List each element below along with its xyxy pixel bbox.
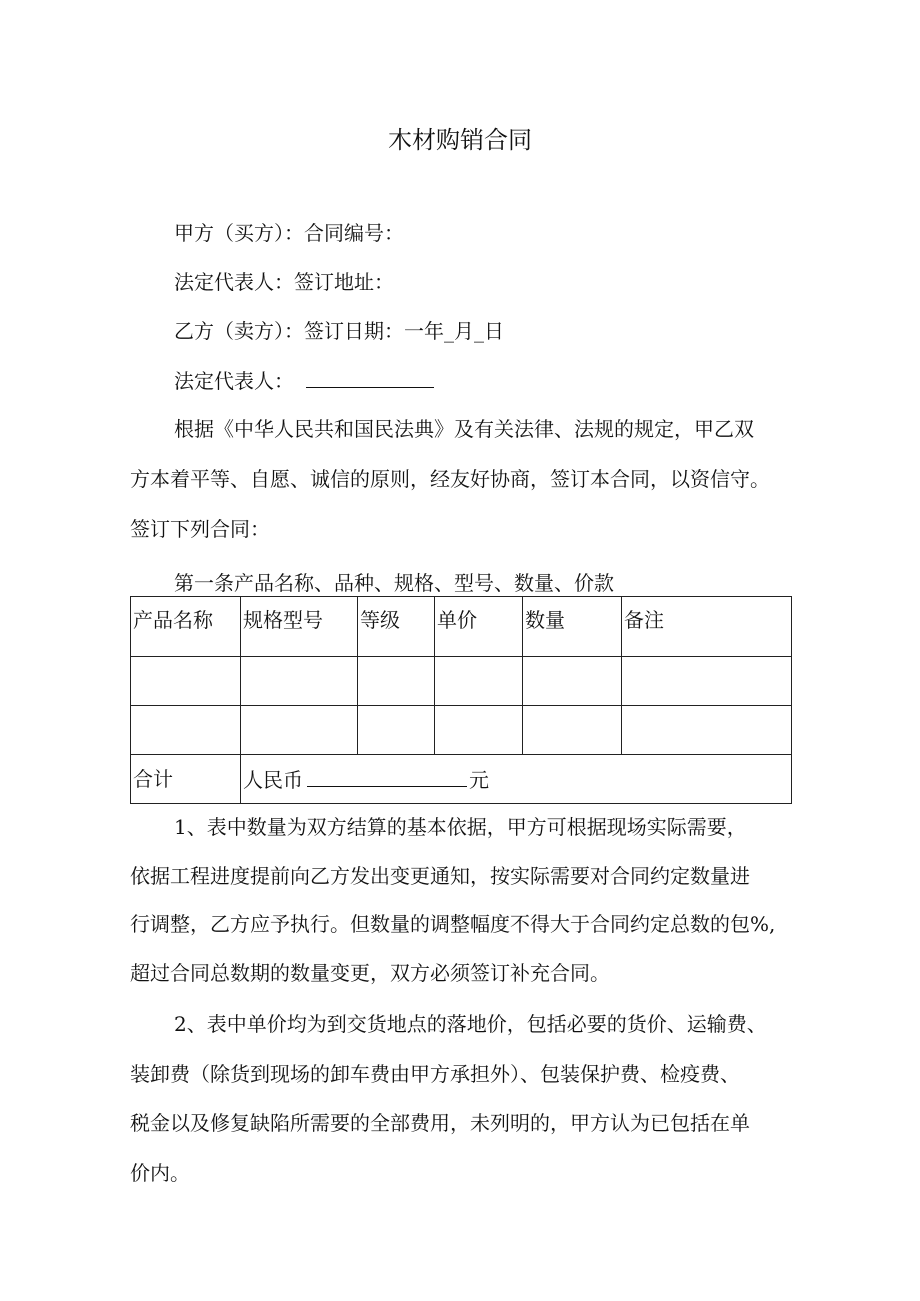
table-cell[interactable] bbox=[435, 706, 523, 755]
header-grade: 等级 bbox=[358, 597, 435, 657]
table-cell[interactable] bbox=[241, 657, 358, 706]
legal-rep-b-line bbox=[174, 367, 434, 394]
party-b-line: 乙方（卖方）：签订日期：一年_月_日 bbox=[174, 319, 504, 343]
header-unit-price: 单价 bbox=[435, 597, 523, 657]
clause-2-line-2: 装卸费（除货到现场的卸车费由甲方承担外）、包装保护费、检疫费、 bbox=[130, 1062, 740, 1086]
table-cell[interactable] bbox=[435, 657, 523, 706]
table-cell[interactable] bbox=[622, 706, 792, 755]
table-header-row bbox=[131, 597, 792, 657]
clause-2-line-3: 税金以及修复缺陷所需要的全部费用，未列明的，甲方认为已包括在单 bbox=[130, 1111, 750, 1135]
document-title: 木材购销合同 bbox=[388, 126, 532, 154]
clause-2-line-4: 价内。 bbox=[130, 1161, 190, 1185]
preamble-line-2: 方本着平等、自愿、诚信的原则，经友好协商，签订本合同，以资信守。 bbox=[130, 467, 770, 491]
party-a-line: 甲方（买方）：合同编号： bbox=[174, 221, 404, 245]
header-product-name: 产品名称 bbox=[131, 597, 241, 657]
clause-1-line-1: 1、表中数量为双方结算的基本依据，甲方可根据现场实际需要， bbox=[174, 815, 747, 839]
total-prefix: 人民币 bbox=[243, 768, 303, 792]
table-cell[interactable] bbox=[131, 706, 241, 755]
table-cell[interactable] bbox=[241, 706, 358, 755]
table-cell[interactable] bbox=[358, 706, 435, 755]
total-label: 合计 bbox=[131, 755, 241, 804]
table-row bbox=[131, 657, 792, 706]
table-cell[interactable] bbox=[622, 657, 792, 706]
total-suffix: 元 bbox=[469, 768, 489, 792]
clause-2-line-1: 2、表中单价均为到交货地点的落地价，包括必要的货价、运输费、 bbox=[174, 1012, 767, 1036]
preamble-line-1: 根据《中华人民共和国民法典》及有关法律、法规的规定，甲乙双 bbox=[174, 417, 754, 441]
legal-rep-b-label: 法定代表人： bbox=[174, 369, 294, 393]
table-total-row bbox=[131, 755, 792, 804]
total-amount-cell bbox=[241, 755, 792, 804]
table-cell[interactable] bbox=[358, 657, 435, 706]
table-cell[interactable] bbox=[131, 657, 241, 706]
article-1-heading: 第一条产品名称、品种、规格、型号、数量、价款 bbox=[174, 571, 614, 595]
table-cell[interactable] bbox=[523, 657, 622, 706]
clause-1-line-3: 行调整，乙方应予执行。但数量的调整幅度不得大于合同约定总数的包%, bbox=[130, 912, 776, 936]
clause-1-line-2: 依据工程进度提前向乙方发出变更通知，按实际需要对合同约定数量进 bbox=[130, 864, 750, 888]
preamble-line-3: 签订下列合同： bbox=[130, 517, 270, 541]
header-spec-model: 规格型号 bbox=[241, 597, 358, 657]
total-amount-blank[interactable] bbox=[307, 766, 467, 787]
clause-1-line-4: 超过合同总数期的数量变更，双方必须签订补充合同。 bbox=[130, 961, 610, 985]
signature-blank[interactable] bbox=[306, 367, 434, 388]
header-quantity: 数量 bbox=[523, 597, 622, 657]
table-cell[interactable] bbox=[523, 706, 622, 755]
table-row bbox=[131, 706, 792, 755]
legal-rep-a-line: 法定代表人：签订地址： bbox=[174, 270, 394, 294]
product-table bbox=[130, 596, 792, 804]
header-remarks: 备注 bbox=[622, 597, 792, 657]
